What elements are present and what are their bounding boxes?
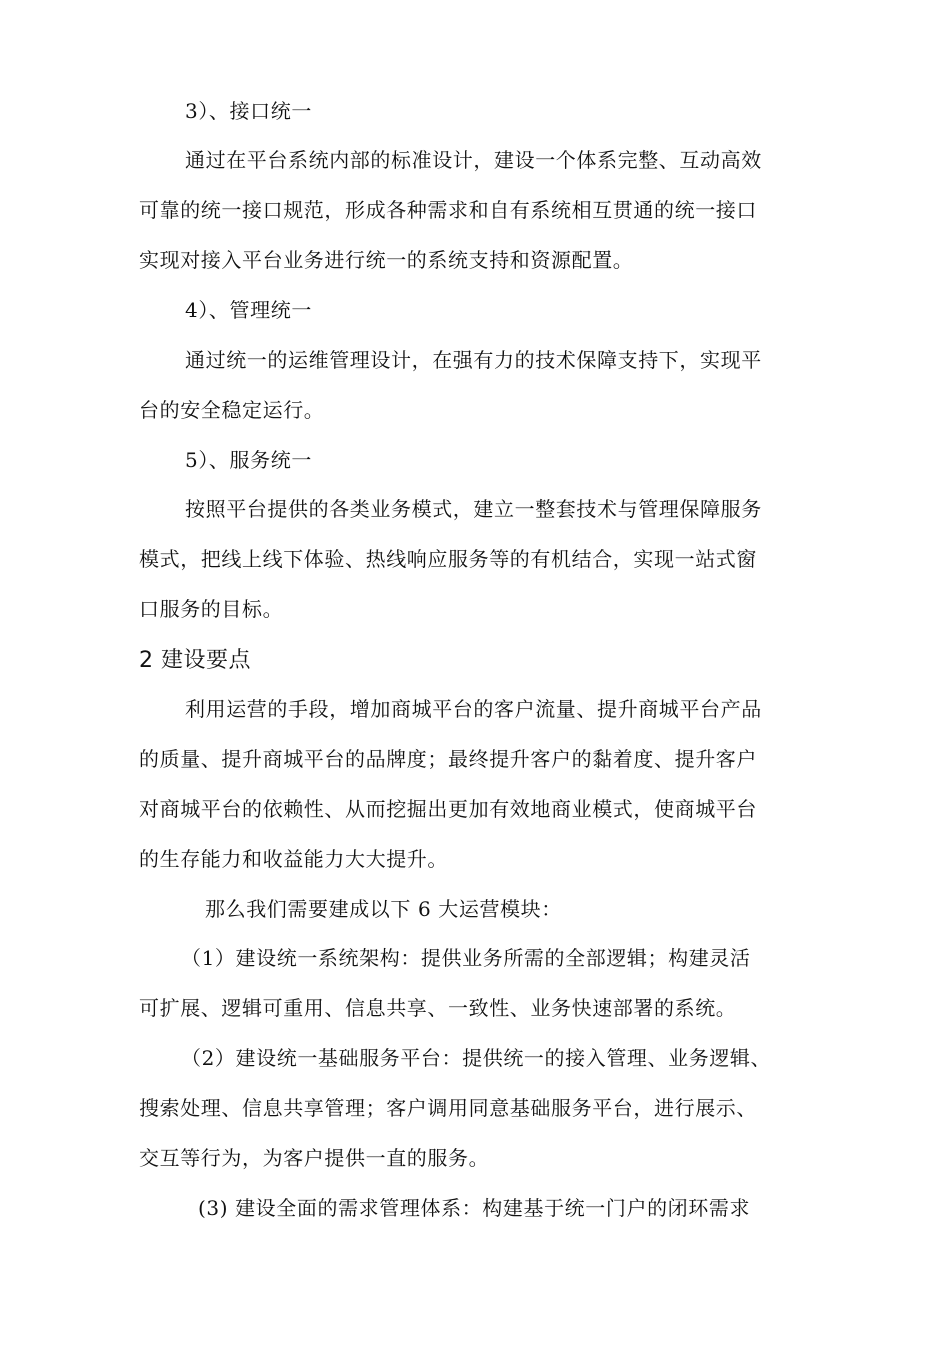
list-heading-5: 5）、服务统一 [185, 448, 312, 472]
paragraph-line: 那么我们需要建成以下 6 大运营模块： [205, 897, 562, 921]
paragraph-line: 通过在平台系统内部的标准设计，建设一个体系完整、互动高效 [185, 148, 762, 172]
section-heading: 2 建设要点 [139, 648, 251, 673]
paragraph-line: 的质量、提升商城平台的品牌度；最终提升客户的黏着度、提升客户 [139, 747, 757, 771]
paragraph-line: （1）建设统一系统架构：提供业务所需的全部逻辑；构建灵活 [181, 946, 751, 970]
paragraph-line: 利用运营的手段，增加商城平台的客户流量、提升商城平台产品 [185, 697, 762, 721]
paragraph-line: 搜索处理、信息共享管理；客户调用同意基础服务平台，进行展示、 [139, 1096, 757, 1120]
paragraph-line: 模式，把线上线下体验、热线响应服务等的有机结合，实现一站式窗 [139, 547, 757, 571]
list-heading-3: 3）、接口统一 [185, 99, 312, 123]
paragraph-line: 通过统一的运维管理设计，在强有力的技术保障支持下，实现平 [185, 348, 762, 372]
paragraph-line: (3) 建设全面的需求管理体系：构建基于统一门户的闭环需求 [198, 1196, 751, 1220]
paragraph-line: 的生存能力和收益能力大大提升。 [139, 847, 448, 871]
paragraph-line: 按照平台提供的各类业务模式，建立一整套技术与管理保障服务 [185, 497, 762, 521]
paragraph-line: 可靠的统一接口规范，形成各种需求和自有系统相互贯通的统一接口 [139, 198, 757, 222]
paragraph-line: （2）建设统一基础服务平台：提供统一的接入管理、业务逻辑、 [181, 1046, 772, 1070]
paragraph-line: 口服务的目标。 [139, 597, 284, 621]
list-heading-4: 4）、管理统一 [185, 298, 312, 322]
paragraph-line: 实现对接入平台业务进行统一的系统支持和资源配置。 [139, 248, 634, 272]
paragraph-line: 交互等行为，为客户提供一直的服务。 [139, 1146, 490, 1170]
paragraph-line: 对商城平台的依赖性、从而挖掘出更加有效地商业模式，使商城平台 [139, 797, 757, 821]
paragraph-line: 可扩展、逻辑可重用、信息共享、一致性、业务快速部署的系统。 [139, 996, 737, 1020]
paragraph-line: 台的安全稳定运行。 [139, 398, 325, 422]
